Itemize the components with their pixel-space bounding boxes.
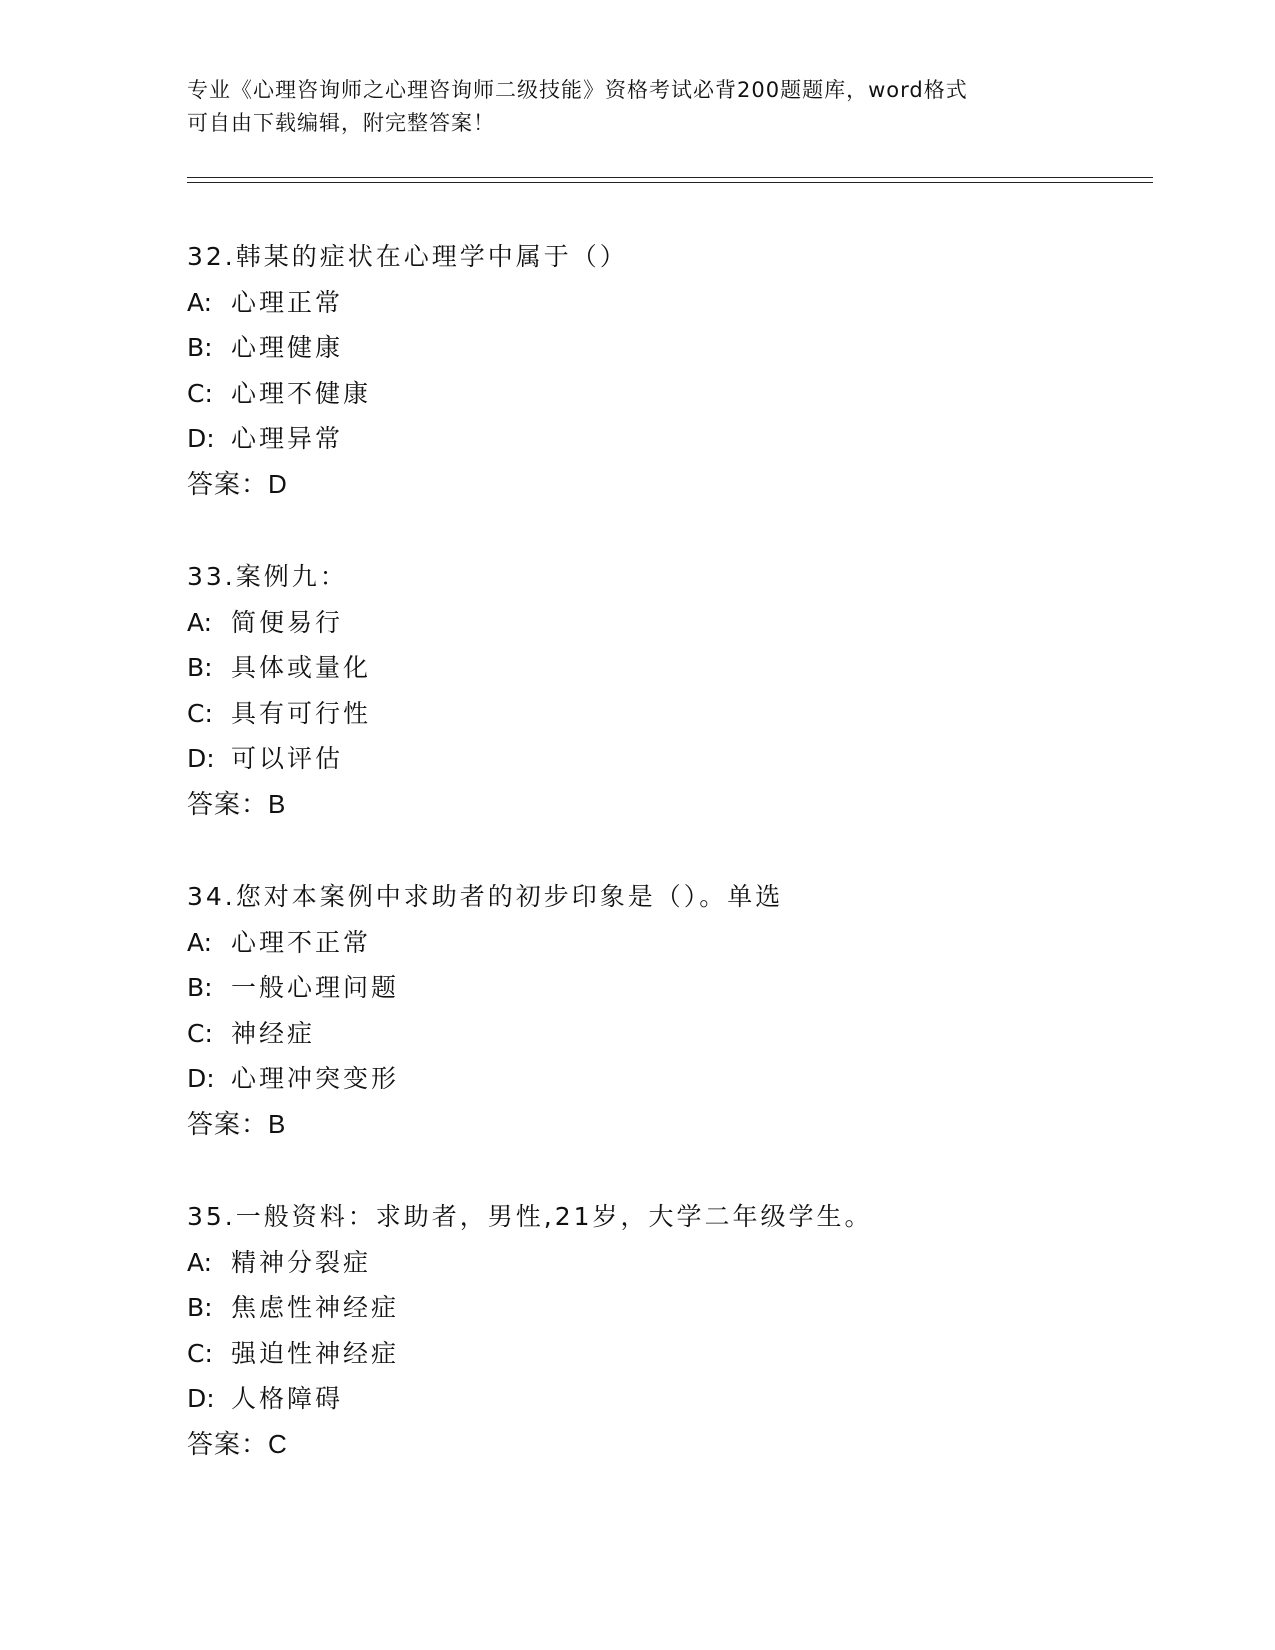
- option-key: D:: [187, 744, 215, 773]
- question-stem: 35.一般资料：求助者，男性,21岁，大学二年级学生。: [187, 1202, 873, 1231]
- option-text: 人格障碍: [231, 1384, 344, 1413]
- option-key: B:: [187, 973, 213, 1002]
- option-key: A:: [187, 287, 213, 317]
- answer-line: 答案：B: [187, 788, 287, 819]
- question-stem: 34.您对本案例中求助者的初步印象是（）。单选: [187, 882, 784, 911]
- option-text: 心理不正常: [231, 927, 372, 957]
- option-b: [187, 325, 1147, 371]
- option-c: [187, 691, 1147, 737]
- option-b: [187, 1285, 1147, 1331]
- option-d: [187, 1376, 1147, 1422]
- option-a: [187, 280, 1147, 326]
- option-text: 精神分裂症: [231, 1247, 372, 1277]
- option-b: [187, 645, 1147, 691]
- option-text: 具体或量化: [231, 653, 372, 682]
- option-text: 心理不健康: [231, 378, 372, 408]
- option-c: [187, 1011, 1147, 1057]
- question-list: [187, 234, 1147, 1514]
- question-33: [187, 554, 1147, 827]
- answer-line: 答案：C: [187, 1428, 288, 1459]
- option-d: [187, 1056, 1147, 1102]
- option-key: B:: [187, 653, 213, 682]
- option-text: 一般心理问题: [231, 973, 400, 1002]
- option-a: [187, 600, 1147, 646]
- option-text: 心理健康: [231, 333, 344, 362]
- header-line-1: 专业《心理咨询师之心理咨询师二级技能》资格考试必背200题题库，word格式: [187, 78, 968, 102]
- document-header: [187, 74, 1067, 140]
- option-key: A:: [187, 1247, 213, 1277]
- question-32: [187, 234, 1147, 507]
- option-text: 焦虑性神经症: [231, 1293, 400, 1322]
- option-b: [187, 965, 1147, 1011]
- question-stem: 33.案例九：: [187, 562, 348, 591]
- answer-line: 答案：B: [187, 1108, 287, 1139]
- option-text: 具有可行性: [231, 698, 372, 728]
- option-key: C:: [187, 698, 213, 728]
- option-key: C:: [187, 1338, 213, 1368]
- question-34: [187, 874, 1147, 1147]
- question-stem: 32.韩某的症状在心理学中属于（）: [187, 242, 628, 271]
- option-key: A:: [187, 607, 213, 637]
- option-text: 心理冲突变形: [231, 1064, 400, 1093]
- option-key: C:: [187, 1018, 213, 1048]
- header-divider-bottom: [187, 182, 1153, 183]
- question-35: [187, 1194, 1147, 1467]
- option-text: 心理异常: [231, 424, 344, 453]
- option-a: [187, 1240, 1147, 1286]
- option-text: 可以评估: [231, 744, 344, 773]
- option-c: [187, 371, 1147, 417]
- option-c: [187, 1331, 1147, 1377]
- option-key: D:: [187, 1384, 215, 1413]
- option-a: [187, 920, 1147, 966]
- option-text: 强迫性神经症: [231, 1338, 400, 1368]
- header-line-2: 可自由下载编辑，附完整答案！: [187, 111, 495, 135]
- answer-line: 答案：D: [187, 468, 288, 499]
- option-key: D:: [187, 424, 215, 453]
- option-key: A:: [187, 927, 213, 957]
- option-text: 心理正常: [231, 287, 344, 317]
- option-key: B:: [187, 333, 213, 362]
- option-d: [187, 736, 1147, 782]
- option-key: C:: [187, 378, 213, 408]
- option-text: 神经症: [231, 1018, 316, 1048]
- option-key: B:: [187, 1293, 213, 1322]
- header-divider-top: [187, 177, 1153, 178]
- option-d: [187, 416, 1147, 462]
- option-text: 简便易行: [231, 607, 344, 637]
- option-key: D:: [187, 1064, 215, 1093]
